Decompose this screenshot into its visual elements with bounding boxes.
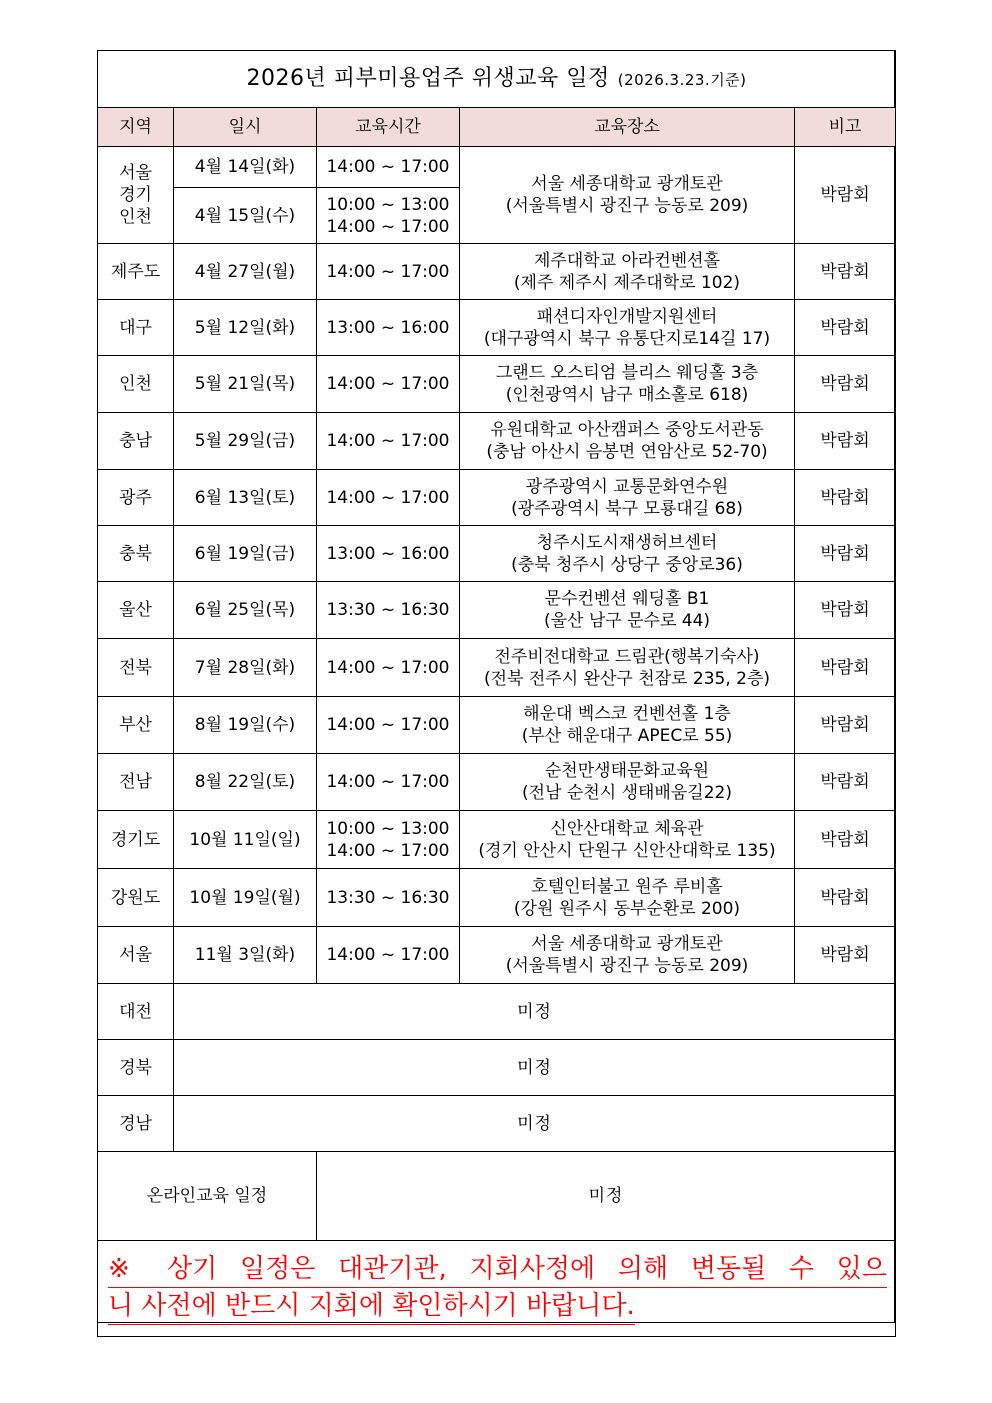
- time-slot: 14:00 ~ 17:00: [326, 657, 450, 678]
- time-slot: 14:00 ~ 17:00: [326, 431, 450, 451]
- row-date: 10월 19일(월): [174, 869, 317, 927]
- notice-text: [108, 1251, 887, 1325]
- row-time: [317, 582, 460, 639]
- row-venue: [460, 413, 795, 470]
- schedule-title: [98, 51, 896, 108]
- time-slot: 13:30 ~ 16:30: [326, 600, 450, 620]
- row-region: 경기도: [98, 811, 174, 869]
- row-note: 박람회: [795, 356, 896, 413]
- venue-name: 제주대학교 아라컨벤션홀: [533, 250, 721, 271]
- row-venue: [460, 582, 795, 639]
- row-venue: [460, 356, 795, 413]
- row-note: 박람회: [795, 413, 896, 470]
- online-row: [98, 1152, 896, 1241]
- undecided-value: 미정: [174, 1096, 896, 1152]
- venue-name: 순천만생태문화교육원: [544, 761, 710, 781]
- time-slot: 14:00 ~ 17:00: [326, 374, 450, 394]
- seoul-first-region-line: 인천: [119, 207, 152, 227]
- row-venue: [460, 869, 795, 927]
- schedule-row: [98, 244, 896, 300]
- title-main: 2026년 피부미용업주 위생교육 일정: [246, 65, 610, 91]
- row-venue: [460, 244, 795, 300]
- row-note: 박람회: [795, 526, 896, 582]
- row-time: [317, 300, 460, 356]
- row-date: 7월 28일(화): [174, 639, 317, 697]
- venue-address: (전북 전주시 완산구 천잠로 235, 2층): [483, 668, 770, 689]
- notice-cell: [98, 1241, 896, 1337]
- venue-address: (대구광역시 북구 유통단지로14길 17): [483, 328, 771, 349]
- schedule-row: [98, 356, 896, 413]
- row-venue: [460, 470, 795, 526]
- header-region: 지역: [98, 108, 174, 147]
- row-venue: [460, 697, 795, 754]
- time-slot: 14:00 ~ 17:00: [326, 772, 450, 792]
- title-as-of: (2026.3.23.기준): [617, 70, 747, 89]
- row-date: 10월 11일(일): [174, 811, 317, 869]
- time-slot: 13:00 ~ 16:00: [326, 543, 450, 564]
- header-date: 일시: [174, 108, 317, 147]
- header-row: [98, 108, 896, 147]
- venue-name: 서울 세종대학교 광개토관: [531, 934, 723, 954]
- schedule-row: [98, 582, 896, 639]
- schedule-row: [98, 639, 896, 697]
- venue-name: 서울 세종대학교 광개토관: [531, 174, 723, 194]
- venue-name: 문수컨벤션 웨딩홀 B1: [544, 589, 710, 609]
- venue-address: (서울특별시 광진구 능동로 209): [505, 956, 749, 976]
- venue-name: 광주광역시 교통문화연수원: [525, 476, 729, 497]
- time-slot: 13:30 ~ 16:30: [326, 887, 450, 908]
- row-time: [317, 869, 460, 927]
- row-note: 박람회: [795, 582, 896, 639]
- row-region: 인천: [98, 356, 174, 413]
- undecided-value: 미정: [174, 984, 896, 1040]
- venue-address: (충북 청주시 상당구 중앙로36): [511, 554, 743, 575]
- seoul-first-region-line: 경기: [119, 185, 152, 205]
- row-time: [317, 927, 460, 984]
- row-date: 6월 19일(금): [174, 526, 317, 582]
- row-region: 제주도: [98, 244, 174, 300]
- time-slot: 14:00 ~ 17:00: [326, 715, 450, 735]
- row-venue: [460, 811, 795, 869]
- online-value: 미정: [317, 1152, 896, 1241]
- seoul-first-row-1: [98, 147, 896, 188]
- row-region: 강원도: [98, 869, 174, 927]
- row-region: 대구: [98, 300, 174, 356]
- time-slot: 14:00 ~ 17:00: [326, 487, 450, 508]
- venue-name: 패션디자인개발지원센터: [536, 306, 718, 327]
- header-note: 비고: [795, 108, 896, 147]
- venue-name: 호텔인터불고 원주 루비홀: [531, 876, 723, 897]
- row-note: 박람회: [795, 244, 896, 300]
- row-date: 8월 22일(토): [174, 754, 317, 811]
- seoul-first-region-line: 서울: [119, 163, 152, 183]
- seoul-first-time-2: [317, 188, 460, 244]
- seoul-first-time-1: 14:00 ~ 17:00: [317, 147, 460, 188]
- schedule-row: [98, 526, 896, 582]
- row-note: 박람회: [795, 754, 896, 811]
- venue-name: 해운대 벡스코 컨벤션홀 1층: [523, 704, 731, 724]
- row-date: 6월 25일(목): [174, 582, 317, 639]
- venue-address: (인천광역시 남구 매소홀로 618): [505, 385, 749, 405]
- venue-address: (서울특별시 광진구 능동로 209): [505, 196, 749, 216]
- venue-name: 전주비전대학교 드림관(행복기숙사): [494, 646, 760, 667]
- time-slot: 13:00 ~ 16:00: [326, 317, 450, 338]
- row-region: 서울: [98, 927, 174, 984]
- row-region: 울산: [98, 582, 174, 639]
- row-note: 박람회: [795, 811, 896, 869]
- row-time: [317, 639, 460, 697]
- row-note: 박람회: [795, 639, 896, 697]
- row-note: 박람회: [795, 470, 896, 526]
- time-slot: 10:00 ~ 13:00: [326, 818, 450, 839]
- row-time: [317, 470, 460, 526]
- schedule-row: [98, 811, 896, 869]
- row-region: 충남: [98, 413, 174, 470]
- schedule-row: [98, 869, 896, 927]
- schedule-row: [98, 927, 896, 984]
- header-venue: 교육장소: [460, 108, 795, 147]
- row-time: [317, 811, 460, 869]
- row-date: 5월 21일(목): [174, 356, 317, 413]
- online-label: 온라인교육 일정: [98, 1152, 317, 1241]
- time-slot: 14:00 ~ 17:00: [326, 840, 450, 861]
- venue-address: (전남 순천시 생태배움길22): [522, 783, 732, 803]
- time-slot: 14:00 ~ 17:00: [326, 261, 450, 282]
- row-region: 전남: [98, 754, 174, 811]
- venue-address: (울산 남구 문수로 44): [543, 611, 711, 631]
- row-region: 충북: [98, 526, 174, 582]
- venue-address: (제주 제주시 제주대학로 102): [513, 272, 741, 293]
- time-slot: 10:00 ~ 13:00: [326, 194, 450, 215]
- venue-name: 신안산대학교 체육관: [550, 818, 704, 839]
- row-note: 박람회: [795, 927, 896, 984]
- seoul-first-venue: [460, 147, 795, 244]
- venue-name: 그랜드 오스티엄 블리스 웨딩홀 3층: [495, 363, 759, 383]
- row-note: 박람회: [795, 300, 896, 356]
- venue-address: (충남 아산시 음봉면 연암산로 52-70): [486, 442, 768, 462]
- row-venue: [460, 639, 795, 697]
- row-date: 5월 12일(화): [174, 300, 317, 356]
- schedule-row: [98, 300, 896, 356]
- row-venue: [460, 927, 795, 984]
- header-time: 교육시간: [317, 108, 460, 147]
- row-date: 5월 29일(금): [174, 413, 317, 470]
- seoul-first-note: 박람회: [795, 147, 896, 244]
- row-time: [317, 754, 460, 811]
- schedule-table: [97, 50, 896, 1337]
- row-time: [317, 413, 460, 470]
- row-region: 전북: [98, 639, 174, 697]
- schedule-row: [98, 697, 896, 754]
- row-time: [317, 526, 460, 582]
- undecided-region: 경남: [98, 1096, 174, 1152]
- undecided-region: 경북: [98, 1040, 174, 1096]
- time-slot: 14:00 ~ 17:00: [326, 945, 450, 965]
- undecided-value: 미정: [174, 1040, 896, 1096]
- undecided-region: 대전: [98, 984, 174, 1040]
- row-time: [317, 356, 460, 413]
- row-date: 4월 27일(월): [174, 244, 317, 300]
- row-time: [317, 244, 460, 300]
- notice-row: [98, 1241, 896, 1337]
- row-note: 박람회: [795, 697, 896, 754]
- undecided-row: [98, 1040, 896, 1096]
- seoul-first-region: [98, 147, 174, 244]
- row-date: 6월 13일(토): [174, 470, 317, 526]
- schedule-row: [98, 470, 896, 526]
- venue-address: (강원 원주시 동부순환로 200): [513, 898, 741, 919]
- venue-name: 유원대학교 아산캠퍼스 중앙도서관동: [490, 420, 764, 440]
- undecided-row: [98, 984, 896, 1040]
- venue-name: 청주시도시재생허브센터: [536, 532, 718, 553]
- time-slot: 14:00 ~ 17:00: [326, 216, 450, 237]
- notice-line-1: ※ 상기 일정은 대관기관, 지회사정에 의해 변동될 수 있으: [108, 1251, 887, 1288]
- notice-line-2: 니 사전에 반드시 지회에 확인하시기 바랍니다.: [108, 1288, 635, 1325]
- row-time: [317, 697, 460, 754]
- row-note: 박람회: [795, 869, 896, 927]
- row-venue: [460, 300, 795, 356]
- row-date: 8월 19일(수): [174, 697, 317, 754]
- row-date: 11월 3일(화): [174, 927, 317, 984]
- seoul-first-date-2: 4월 15일(수): [174, 188, 317, 244]
- row-region: 광주: [98, 470, 174, 526]
- venue-address: (광주광역시 북구 모룡대길 68): [511, 498, 743, 519]
- undecided-row: [98, 1096, 896, 1152]
- schedule-row: [98, 413, 896, 470]
- row-region: 부산: [98, 697, 174, 754]
- seoul-first-date-1: 4월 14일(화): [174, 147, 317, 188]
- venue-address: (경기 안산시 단원구 신안산대학로 135): [478, 840, 776, 861]
- row-venue: [460, 526, 795, 582]
- row-venue: [460, 754, 795, 811]
- venue-address: (부산 해운대구 APEC로 55): [521, 726, 733, 746]
- schedule-row: [98, 754, 896, 811]
